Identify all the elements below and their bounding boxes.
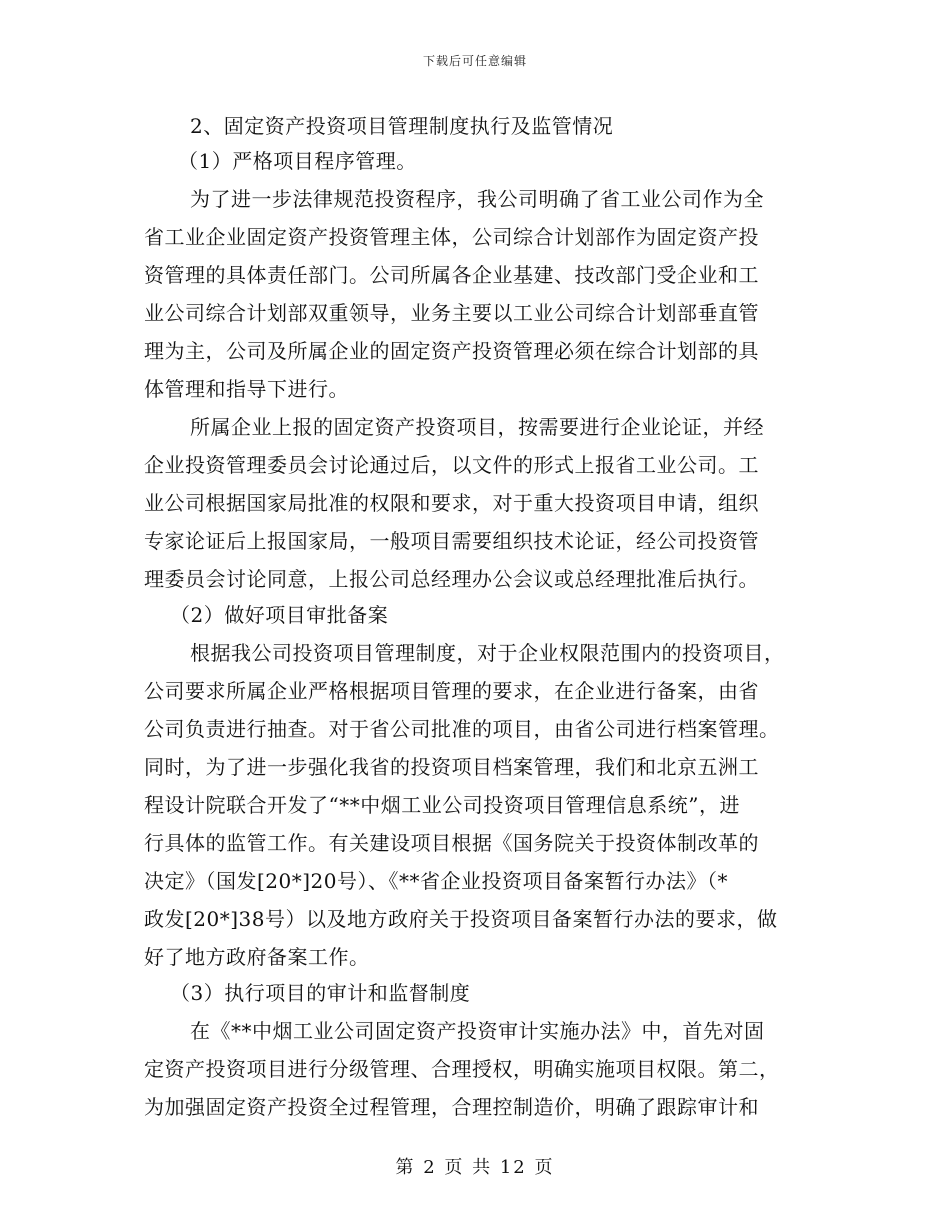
subheading-1: （1）严格项目程序管理。 xyxy=(178,149,417,173)
paragraph-line: 省工业企业固定资产投资管理主体，公司综合计划部作为固定资产投 xyxy=(144,225,759,249)
paragraph-line: 理委员会讨论同意，上报公司总经理办公会议或总经理批准后执行。 xyxy=(144,567,759,591)
paragraph-line: 业公司根据国家局批准的权限和要求，对于重大投资项目申请，组织 xyxy=(144,491,759,515)
paragraph-line: 为了进一步法律规范投资程序，我公司明确了省工业公司作为全 xyxy=(190,187,764,211)
paragraph-line: 在《**中烟工业公司固定资产投资审计实施办法》中，首先对固 xyxy=(190,1019,765,1043)
paragraph-line: 决定》（国发[20*]20号）、《**省企业投资项目备案暂行办法》（* xyxy=(144,869,729,893)
subheading-3: （3）执行项目的审计和监督制度 xyxy=(170,981,471,1005)
paragraph-line: 政发[20*]38号）以及地方政府关于投资项目备案暂行办法的要求，做 xyxy=(144,907,778,931)
paragraph-line: 公司负责进行抽查。对于省公司批准的项目，由省公司进行档案管理。 xyxy=(144,717,780,741)
paragraph-line: 公司要求所属企业严格根据项目管理的要求，在企业进行备案，由省 xyxy=(144,679,759,703)
paragraph-line: 企业投资管理委员会讨论通过后，以文件的形式上报省工业公司。工 xyxy=(144,453,759,477)
paragraph-line: 体管理和指导下进行。 xyxy=(144,377,349,401)
paragraph-line: 程设计院联合开发了“**中烟工业公司投资项目管理信息系统”，进 xyxy=(144,793,740,817)
paragraph-line: 业公司综合计划部双重领导，业务主要以工业公司综合计划部垂直管 xyxy=(144,301,759,325)
subheading-2: （2）做好项目审批备案 xyxy=(170,603,389,627)
page-number: 第 2 页 共 12 页 xyxy=(395,1157,555,1178)
paragraph-line: 为加强固定资产投资全过程管理，合理控制造价，明确了跟踪审计和 xyxy=(144,1095,759,1119)
paragraph-line: 定资产投资项目进行分级管理、合理授权，明确实施项目权限。第二， xyxy=(144,1057,780,1081)
paragraph-line: 同时，为了进一步强化我省的投资项目档案管理，我们和北京五洲工 xyxy=(144,755,759,779)
paragraph-line: 好了地方政府备案工作。 xyxy=(144,945,370,969)
paragraph-line: 专家论证后上报国家局，一般项目需要组织技术论证，经公司投资管 xyxy=(144,529,759,553)
paragraph-line: 所属企业上报的固定资产投资项目，按需要进行企业论证，并经 xyxy=(190,415,764,439)
section-heading: 2、固定资产投资项目管理制度执行及监管情况 xyxy=(190,114,614,138)
paragraph-line: 行具体的监管工作。有关建设项目根据《国务院关于投资体制改革的 xyxy=(144,831,759,855)
paragraph-line: 根据我公司投资项目管理制度，对于企业权限范围内的投资项目， xyxy=(190,641,785,665)
paragraph-line: 资管理的具体责任部门。公司所属各企业基建、技改部门受企业和工 xyxy=(144,263,759,287)
header-note: 下载后可任意编辑 xyxy=(422,54,527,68)
paragraph-line: 理为主，公司及所属企业的固定资产投资管理必须在综合计划部的具 xyxy=(144,339,759,363)
